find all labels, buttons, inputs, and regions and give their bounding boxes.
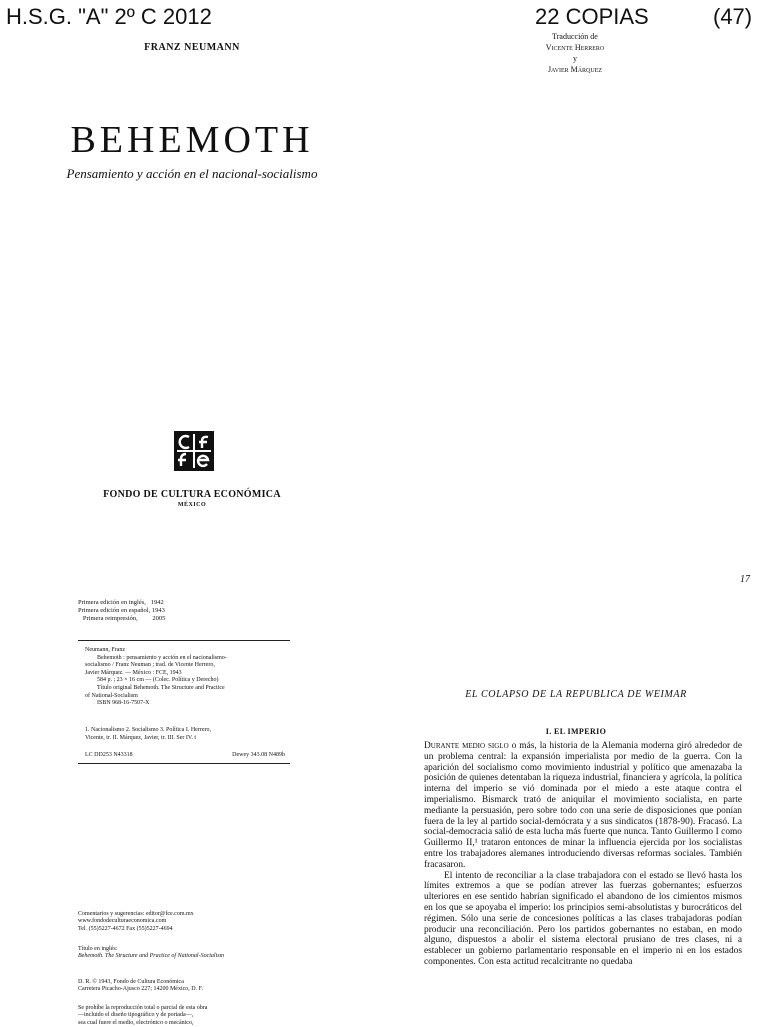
prohibition-line: sea cual fuere el medio, electrónico o mecánico, bbox=[78, 1019, 194, 1026]
catalog-line: Javier Márquez. — México : FCE, 1943 bbox=[85, 669, 182, 676]
contact-line: Comentarios y sugerencias: editor@fce.com.mx bbox=[78, 911, 194, 917]
catalog-line: of National-Socialism bbox=[85, 692, 138, 699]
chapter-body bbox=[424, 741, 742, 968]
paragraph bbox=[424, 741, 742, 871]
rights-block bbox=[78, 979, 318, 994]
handwritten-page-number: 17 bbox=[740, 574, 750, 585]
publisher-name: FONDO DE CULTURA ECONÓMICA bbox=[103, 489, 281, 500]
contact-line: www.fondodeculturaeconomica.com bbox=[78, 918, 167, 925]
subject-line: 1. Nacionalismo 2. Socialismo 3. Política I. Herrero, bbox=[85, 727, 211, 733]
prohibition-line: —incluido el diseño tipográfico y de portada—, bbox=[78, 1012, 194, 1019]
rights-line: Carretera Picacho-Ajusco 227; 14200 México, D. F. bbox=[78, 986, 203, 993]
catalog-line: Título original Behemoth. The Structure and Practice bbox=[97, 684, 225, 691]
original-title-label: Título en inglés: bbox=[78, 946, 118, 952]
catalog-record bbox=[85, 647, 285, 708]
book-author: FRANZ NEUMANN bbox=[144, 42, 240, 53]
paragraph-text: o más, la historia de la Alemania moderna giró alrededor de un problema central: la expansión imperialista por medio de la guerra. Con la aparición del socialismo como movimiento industrial y político que amenazaba la posición de quienes detentaban la riqueza industrial, financiera y agrícola, la política interna del imperio se vió dominada por el miedo a este ataque contra el imperialismo. Bismarck trató de aniquilar el movimiento socialista, en parte mediante la persuasión, pero sobre todo con una serie de disposiciones que ponían fuera de la ley al partido social-demócrata y a sus sindicatos (1878-90). Fracasó. La social-democracia salió de esta lucha más fuerte que nunca. Tanto Guillermo I como Guillermo II,¹ trataron entonces de minar la influencia ejercida por los socialistas entre los trabajadores alemanes introduciendo diversas reformas sociales. También fracasaron. bbox=[424, 741, 743, 870]
original-title-block bbox=[78, 946, 318, 961]
edition-line: Primera edición en español, 1943 bbox=[78, 607, 165, 614]
catalog-line: Neumann, Franz bbox=[85, 647, 125, 653]
lc-number: LC DD253 N43318 bbox=[85, 752, 133, 758]
divider-rule bbox=[78, 763, 290, 764]
translation-conjunction: y bbox=[573, 54, 577, 63]
translation-label: Traducción de bbox=[552, 32, 598, 41]
translator-name: Vicente Herrero bbox=[545, 43, 605, 52]
translation-credits bbox=[520, 31, 630, 75]
paragraph: El intento de reconciliar a la clase trabajadora con el estado se llevó hasta los límites extremos a que se podían atrever las fuerzas gobernantes; esfuerzos ulteriores en ese sentido habrían significado el abandono de los cimientos mismos en los que se apoyaba el imperio: los principios semi-absolutistas y burocráticos del régimen. Sólo una serie de concesiones políticas a las clases trabajadoras podían producir una reconciliación. Pero los partidos gobernantes no estaban, en modo alguno, dispuestos a abolir el sistema electoral prusiano de tres clases, ni a establecer un gobierno parlamentario responsable en el imperio ni en los estados componentes. Con esta actitud recalcitrante no quedaba bbox=[424, 870, 742, 967]
header-course-label: H.S.G. "A" 2º C 2012 bbox=[6, 4, 212, 29]
prohibition-line: Se prohíbe la reproducción total o parcial de esta obra bbox=[78, 1005, 208, 1011]
catalog-subjects bbox=[85, 727, 285, 742]
header-copies-label: 22 COPIAS bbox=[535, 4, 649, 29]
section-title: I. EL IMPERIO bbox=[545, 727, 607, 736]
dewey-number: Dewey 343.08 N489b bbox=[232, 752, 285, 758]
catalog-line: socialismo / Franz Neuman ; trad. de Vicente Herrero, bbox=[85, 662, 215, 669]
catalog-line: ISBN 968-16-7507-X bbox=[97, 700, 150, 707]
subject-line: Vicente, tr. II. Márquez, Javier, tr. III. Ser IV. t bbox=[85, 734, 197, 741]
edition-line: Primera edición en inglés, 1942 bbox=[78, 599, 164, 606]
book-subtitle: Pensamiento y acción en el nacional-socialismo bbox=[66, 166, 318, 181]
contact-line: Tel. (55)5227-4672 Fax (55)5227-4694 bbox=[78, 925, 173, 932]
catalog-line: Behemoth : pensamiento y acción en el nacionalismo- bbox=[97, 654, 227, 661]
fce-logo-icon bbox=[174, 431, 214, 471]
catalog-line: 584 p. ; 23 × 16 cm — (Colec. Política y Derecho) bbox=[97, 677, 219, 684]
divider-rule bbox=[78, 640, 290, 641]
header-number-label: (47) bbox=[713, 4, 753, 29]
book-title: BEHEMOTH bbox=[70, 119, 314, 161]
rights-line: D. R. © 1943, Fondo de Cultura Económica bbox=[78, 979, 184, 985]
edition-history bbox=[78, 599, 165, 623]
original-title-value: Behemoth. The Structure and Practice of National-Socialism bbox=[78, 953, 224, 960]
publisher-city: MÉXICO bbox=[177, 502, 207, 508]
contact-info bbox=[78, 911, 318, 933]
classification-numbers bbox=[85, 752, 285, 758]
lead-in-text: Durante medio siglo bbox=[424, 741, 509, 751]
edition-line: Primera reimpresión, 2005 bbox=[78, 615, 166, 622]
chapter-title: EL COLAPSO DE LA REPUBLICA DE WEIMAR bbox=[465, 689, 687, 700]
translator-name: Javier Márquez bbox=[547, 65, 603, 74]
